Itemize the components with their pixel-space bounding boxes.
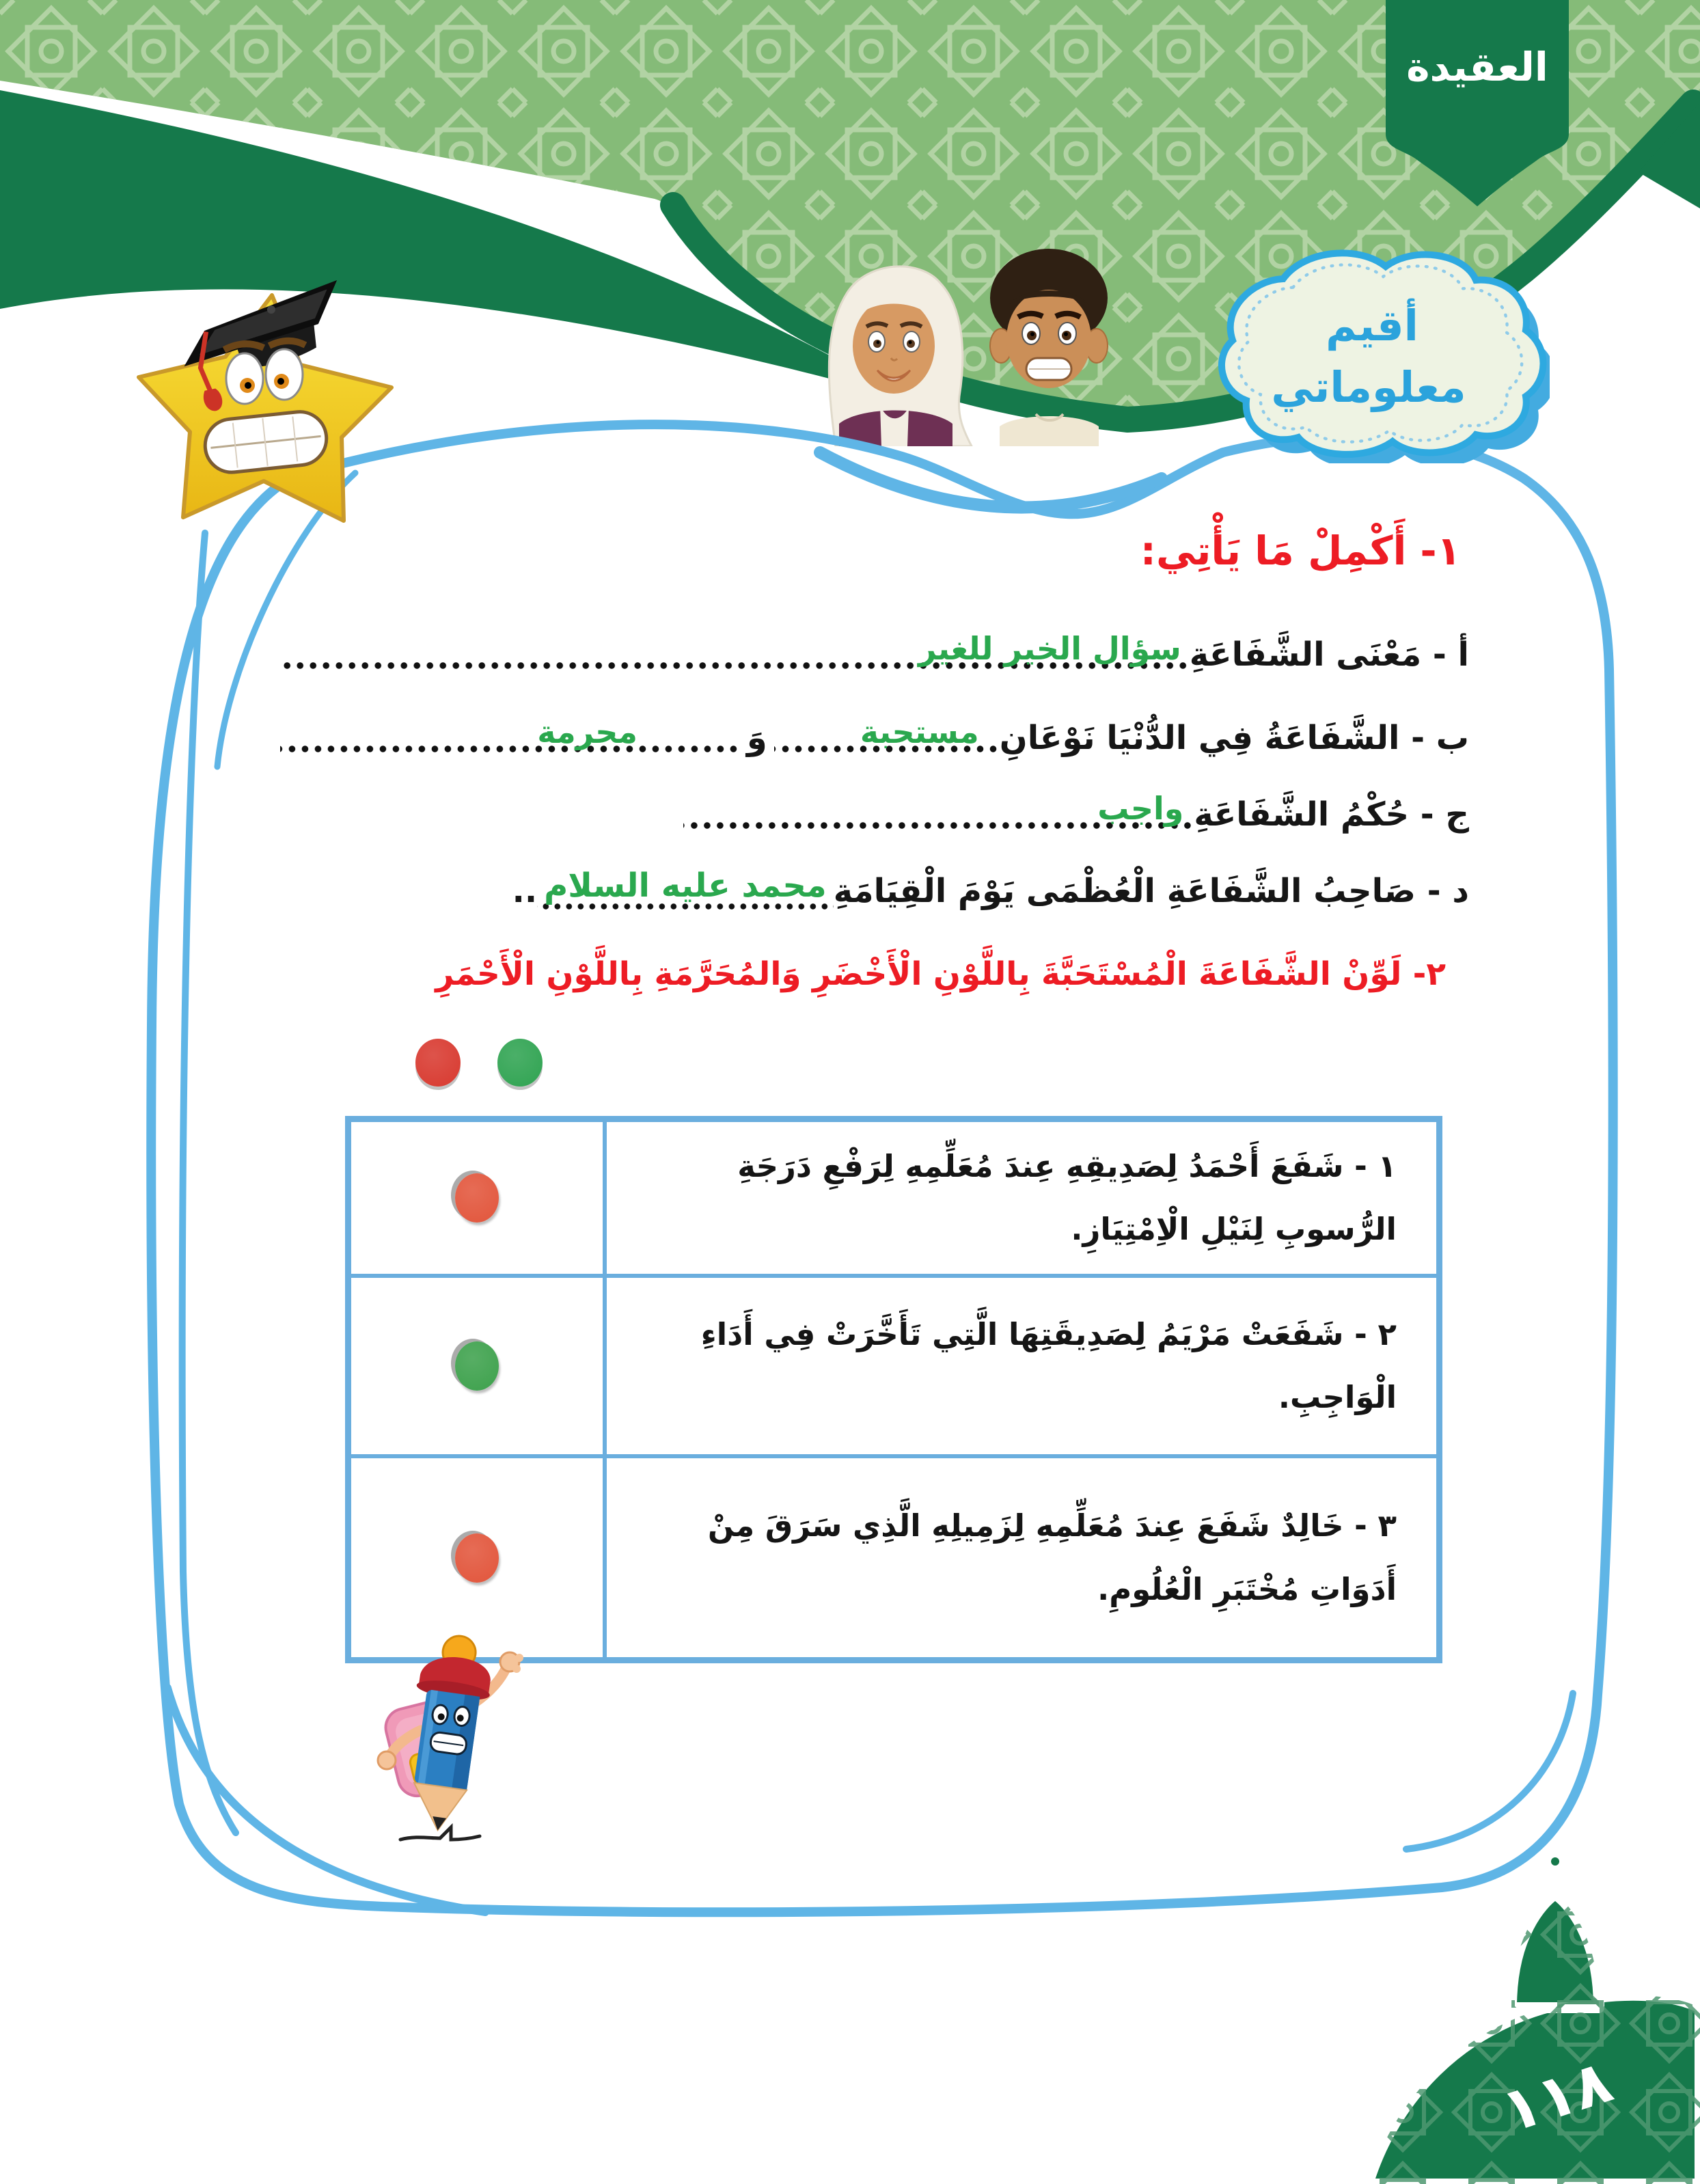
fill-line-b-connector: وَ (746, 719, 767, 757)
fill-line-c (683, 790, 1469, 834)
fill-line-d-answer[interactable]: محمد عليه السلام (537, 866, 834, 910)
girl-hijab-character (829, 267, 972, 446)
fill-line-b-answer1: مستحبة (860, 713, 979, 750)
boy-character (990, 249, 1108, 446)
fill-line-b-blank2[interactable] (280, 713, 740, 757)
table-row1-text: ١ - شَفَعَ أَحْمَدُ لِصَدِيقِهِ عِندَ مُعَلِّمِهِ لِرَفْعِ دَرَجَةِ الرُّسوبِ لِنَيْلِ الْاِمْتِيَازِ. (605, 1120, 1438, 1276)
color-legend (415, 1039, 543, 1087)
table-row3-text: ٣ - خَالِدٌ شَفَعَ عِندَ مُعَلِّمِهِ لِزَمِيلِهِ الَّذِي سَرَقَ مِنْ أَدَوَاتِ مُخْتَبَرِ الْعُلُومِ. (605, 1456, 1438, 1659)
table-row2-text: ٢ - شَفَعَتْ مَرْيَمُ لِصَدِيقَتِهَا الَّتِي تَأَخَّرَتْ فِي أَدَاءِ الْوَاجِبِ. (605, 1276, 1438, 1456)
row1-color-circle[interactable] (455, 1173, 499, 1223)
pencil-mascot (374, 1626, 532, 1852)
cloud-title-line2: معلوماتي (1271, 362, 1466, 412)
fill-line-b-answer2: محرمة (537, 713, 638, 750)
fill-line-a (280, 630, 1469, 674)
fill-line-b (280, 713, 1469, 757)
fill-line-b-label: ب - الشَّفَاعَةُ فِي الدُّنْيَا نَوْعَانِ (999, 719, 1469, 757)
fill-line-d-suffix: .. (512, 872, 538, 910)
fill-line-a-blank[interactable] (280, 630, 1190, 674)
star-mascot (101, 268, 429, 534)
pencil-scribble (400, 1827, 480, 1840)
exercise2-title: ٢- لَوِّنْ الشَّفَاعَةَ الْمُسْتَحَبَّةَ بِاللَّوْنِ الْأَخْضَرِ وَالمُحَرَّمَةِ بِاللَّوْنِ الْأَحْمَرِ (435, 955, 1446, 993)
fill-line-c-answer: واجب (1097, 790, 1184, 827)
fill-line-a-answer: سؤال الخير للغير (918, 630, 1181, 667)
legend-red-circle (415, 1039, 461, 1087)
cloud-title-line1: أقيم (1326, 301, 1418, 351)
fill-line-a-label: أ - مَعْنَى الشَّفَاعَةِ (1189, 636, 1469, 674)
exercise1-title: ١- أَكْمِلْ مَا يَأْتِي: (1140, 528, 1461, 574)
fill-line-c-label: ج - حُكْمُ الشَّفَاعَةِ (1194, 795, 1469, 834)
coloring-table (345, 1116, 1442, 1663)
fill-line-b-blank1[interactable] (774, 713, 1000, 757)
subject-tab-label: العقيدة (1406, 44, 1548, 90)
row2-color-circle[interactable] (455, 1341, 499, 1391)
cloud-badge (1181, 238, 1550, 463)
fill-line-d (512, 866, 1469, 910)
kids-illustration (798, 217, 1153, 446)
legend-green-circle (497, 1039, 543, 1087)
cloud-body (1222, 253, 1544, 454)
table-row2-circle-cell (349, 1276, 605, 1456)
mosque-footer (1358, 1801, 1700, 2184)
fill-line-d-label: د - صَاحِبُ الشَّفَاعَةِ الْعُظْمَى يَوْمَ الْقِيَامَةِ (833, 872, 1469, 910)
fill-line-c-blank[interactable] (683, 790, 1194, 834)
row3-color-circle[interactable] (455, 1533, 499, 1583)
page-number: ١١٨ (1494, 2045, 1621, 2146)
table-row1-circle-cell (349, 1120, 605, 1276)
